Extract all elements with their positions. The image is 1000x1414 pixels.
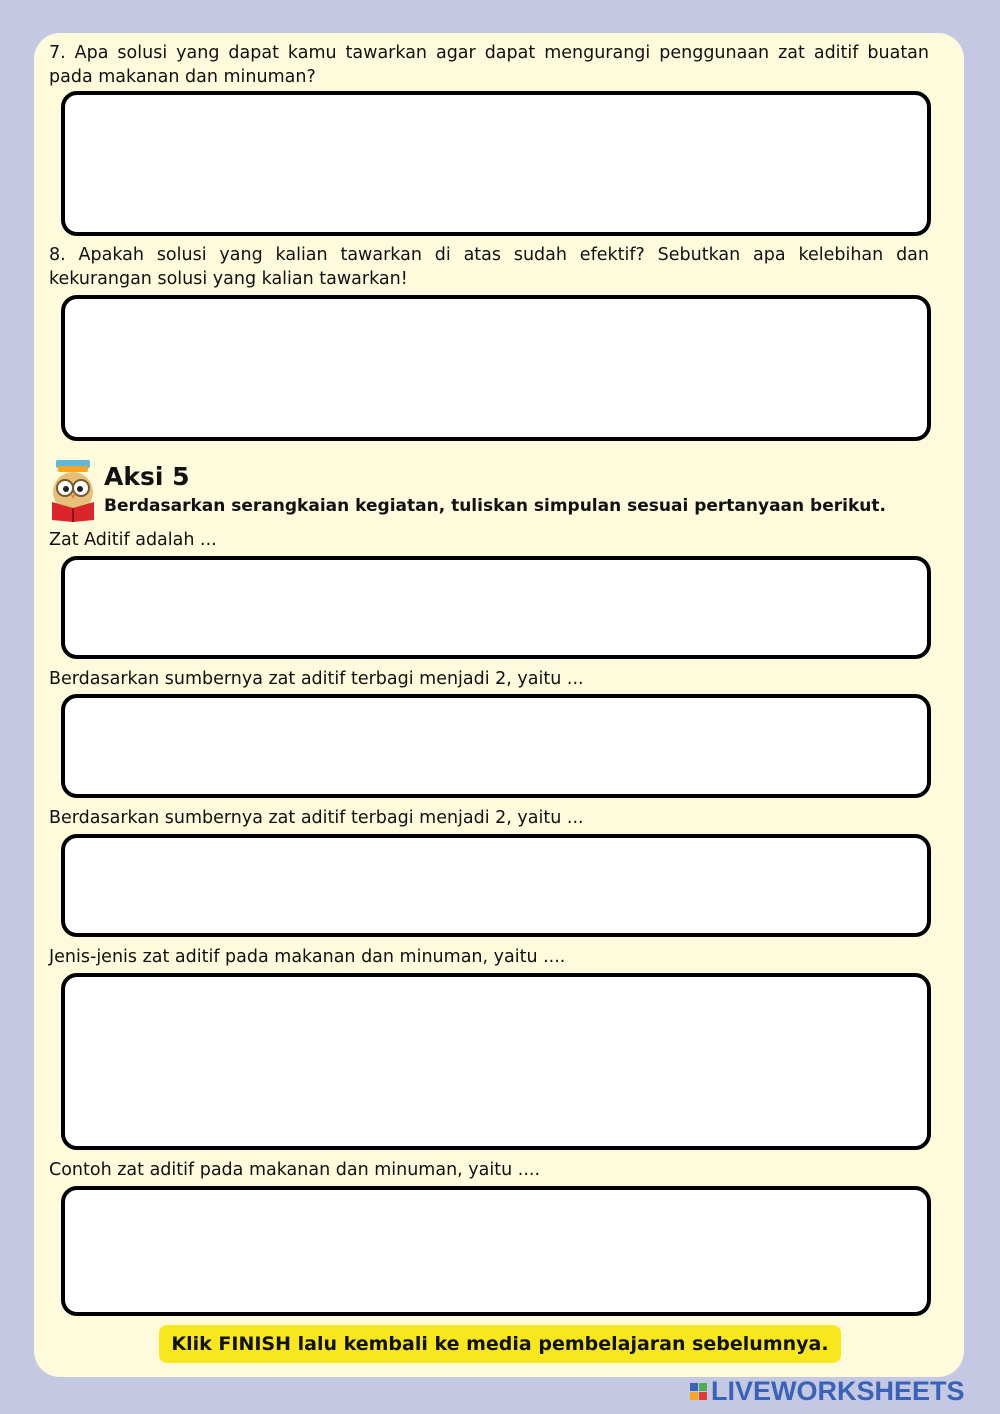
liveworksheets-logo xyxy=(690,1376,965,1406)
answer-box-7[interactable] xyxy=(61,91,931,236)
answer-box-8[interactable] xyxy=(61,295,931,441)
finish-instruction: Klik FINISH lalu kembali ke media pembelajaran sebelumnya. xyxy=(159,1325,841,1363)
question-7: 7. Apa solusi yang dapat kamu tawarkan agar dapat mengurangi penggunaan zat aditif buatan pada makanan dan minuman? xyxy=(49,43,929,87)
logo-grid-icon xyxy=(690,1383,707,1400)
reading-owl-mascot-icon xyxy=(46,458,102,522)
prompt-sumber-2: Berdasarkan sumbernya zat aditif terbagi menjadi 2, yaitu ... xyxy=(49,808,584,828)
answer-box-jenis[interactable] xyxy=(61,973,931,1150)
answer-box-contoh[interactable] xyxy=(61,1186,931,1316)
aksi-title: Aksi 5 xyxy=(104,462,190,491)
prompt-jenis: Jenis-jenis zat aditif pada makanan dan minuman, yaitu .... xyxy=(49,947,566,967)
answer-box-sumber-2[interactable] xyxy=(61,834,931,937)
brand-name: LIVEWORKSHEETS xyxy=(711,1375,965,1406)
prompt-contoh: Contoh zat aditif pada makanan dan minuman, yaitu .... xyxy=(49,1160,541,1180)
prompt-zat-aditif: Zat Aditif adalah ... xyxy=(49,530,217,550)
prompt-sumber-1: Berdasarkan sumbernya zat aditif terbagi menjadi 2, yaitu ... xyxy=(49,669,584,689)
answer-box-zat-aditif[interactable] xyxy=(61,556,931,659)
aksi-subtitle: Berdasarkan serangkaian kegiatan, tuliskan simpulan sesuai pertanyaan berikut. xyxy=(104,496,886,516)
answer-box-sumber-1[interactable] xyxy=(61,694,931,798)
question-8: 8. Apakah solusi yang kalian tawarkan di atas sudah efektif? Sebutkan apa kelebihan dan kekurangan solusi yang kalian tawarkan! xyxy=(49,245,929,289)
